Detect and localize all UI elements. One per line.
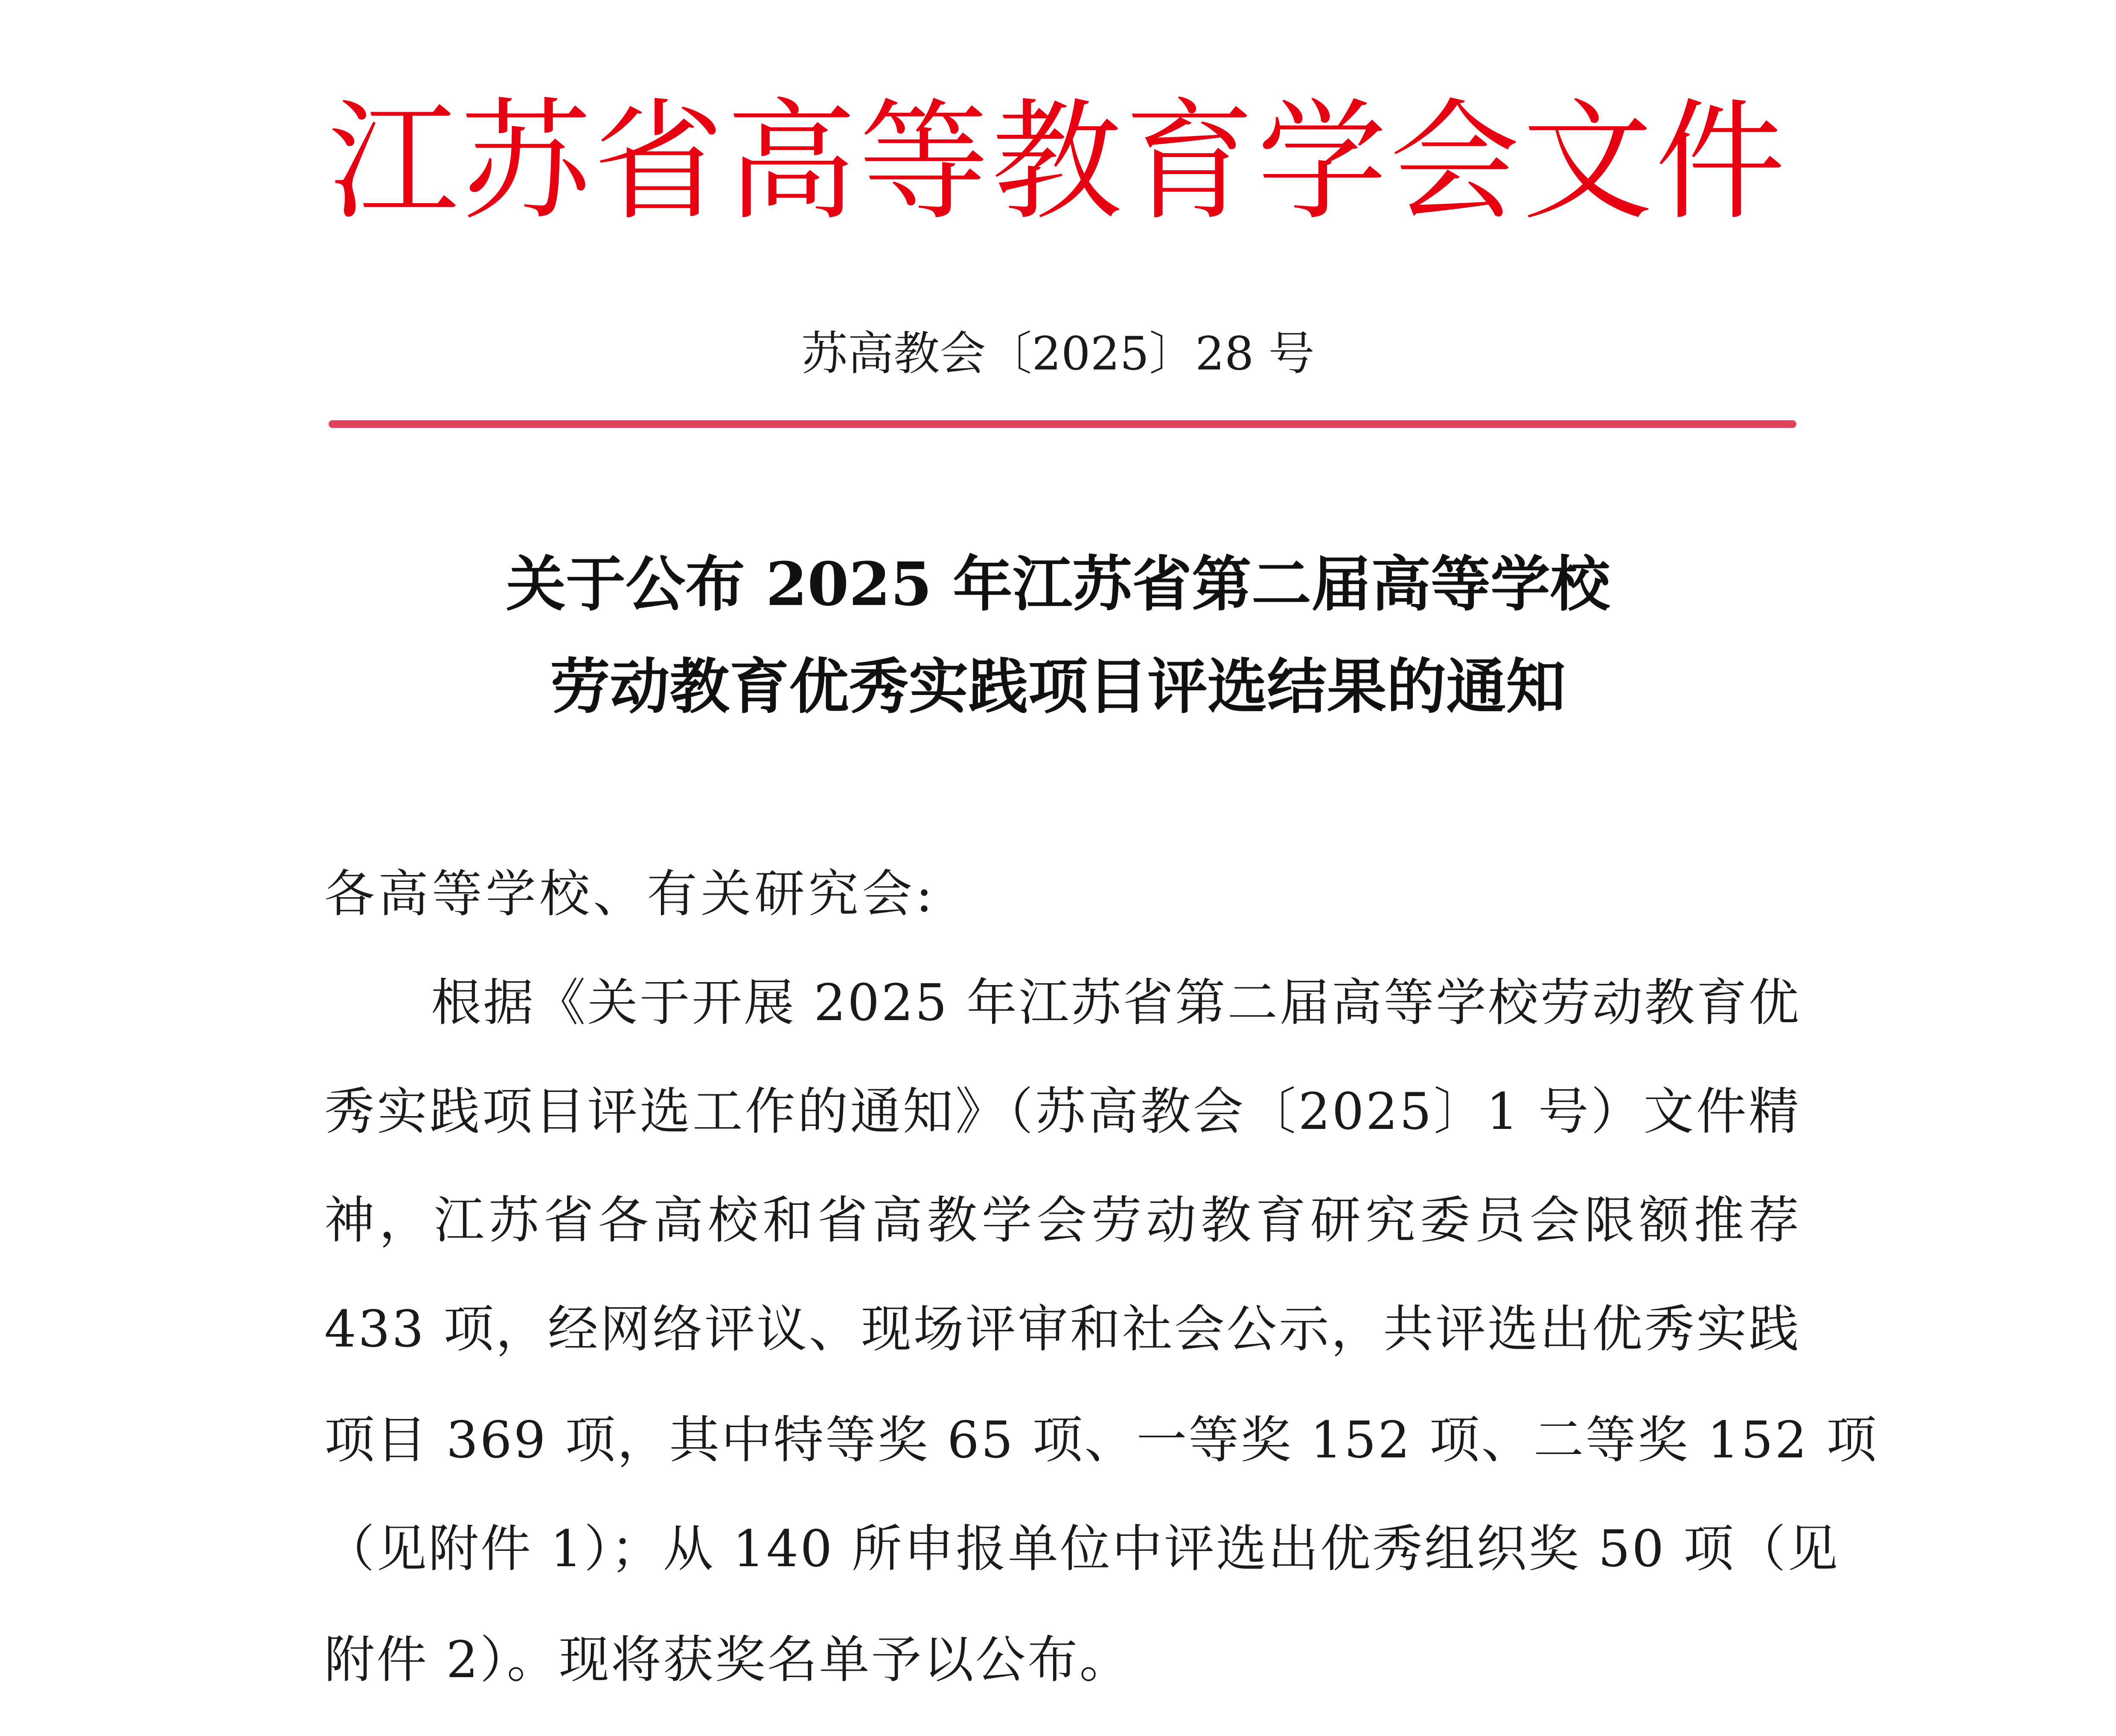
- salutation: 各高等学校、有关研究会:: [324, 864, 936, 923]
- body-paragraph-line: 神，江苏省各高校和省高教学会劳动教育研究委员会限额推荐: [324, 1191, 1801, 1250]
- body-paragraph-line: 根据《关于开展 2025 年江苏省第二届高等学校劳动教育优: [431, 973, 1801, 1032]
- notice-title-line-2: 劳动教育优秀实践项目评选结果的通知: [550, 652, 1566, 722]
- body-paragraph-line: （见附件 1）；从 140 所申报单位中评选出优秀组织奖 50 项（见: [324, 1519, 1839, 1578]
- body-paragraph-line: 附件 2）。现将获奖名单予以公布。: [324, 1630, 1132, 1689]
- body-paragraph-line: 433 项，经网络评议、现场评审和社会公示，共评选出优秀实践: [324, 1300, 1801, 1358]
- document-number: 苏高教会〔2025〕28 号: [801, 327, 1315, 381]
- red-divider-rule: [329, 420, 1796, 428]
- org-header-title: 江苏省高等教育学会文件: [328, 86, 1788, 238]
- notice-title-line-1: 关于公布 2025 年江苏省第二届高等学校: [506, 550, 1610, 619]
- body-paragraph-line: 秀实践项目评选工作的通知》（苏高教会〔2025〕1 号）文件精: [324, 1082, 1801, 1141]
- body-paragraph-line: 项目 369 项，其中特等奖 65 项、一等奖 152 项、二等奖 152 项: [324, 1410, 1878, 1469]
